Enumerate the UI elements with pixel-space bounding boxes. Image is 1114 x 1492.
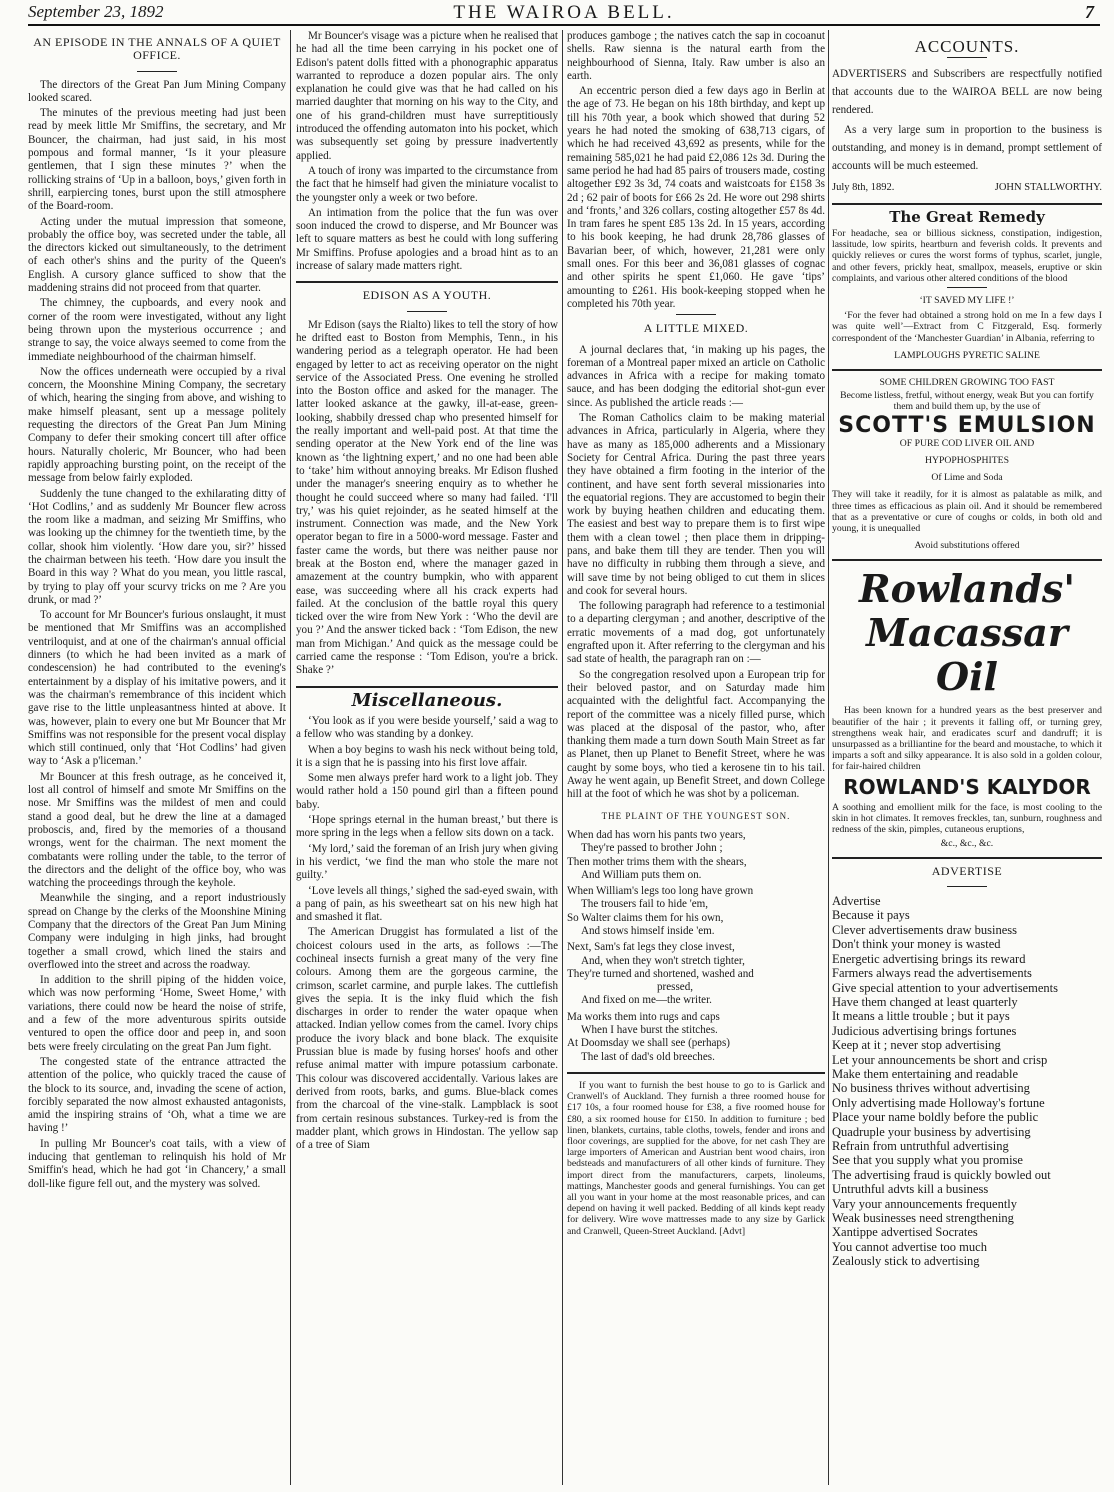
saved-text: ‘For the fever had obtained a strong hold on me In a few days I was quite well’—Extract from C Fitzgerald, Esq. formerly correspondent of the ‘Manchester Guardian’ in Albania, referring to	[832, 310, 1102, 344]
article-heading-mixed: A LITTLE MIXED.	[643, 321, 749, 336]
scott-text2: They will take it readily, for it is almost as palatable as milk, and three times as efficacious as plain oil. And it should be remembered that as a preventative or cure of coughs or colds, in both old and young, it is unequalled	[832, 489, 1102, 535]
newspaper-title: THE WAIROA BELL.	[453, 2, 675, 23]
paragraph: ‘My lord,’ said the foreman of an Irish jury when giving in his verdict, ‘we find the man who stole the mare not guilty.’	[296, 842, 558, 882]
divider	[832, 559, 1102, 561]
scott-heading: SCOTT'S EMULSION	[838, 412, 1096, 438]
poem-line: The last of dad's old breeches.	[581, 1050, 715, 1063]
accounts-notice: ADVERTISERS and Subscribers are respectfully notified that accounts due to the WAIROA BELL are now being rendered.	[832, 68, 1102, 117]
article-heading-episode: AN EPISODE IN THE ANNALS OF A QUIET OFFICE.	[33, 35, 281, 63]
paragraph: The American Druggist has formulated a list of the choicest colours used in the arts, as follows :—The cochineal insects furnish a great many of the very fine colours. Among them are the gorgeous carmine, the crimson, scarlet carmine, and purple lakes. The cuttlefish gives the sepia. It is the inky fluid which the fish discharges in order to render the water opaque when attacked. Indian yellow comes from the camel. Ivory chips produce the ivory black and bone black. The exquisite Prussian blue is made by fusing horses' hoofs and other refuse animal matter with impure potassium carbonate. This colour was discovered accidentally. Various lakes are derived from roots, barks, and gums. Blue-black comes from the charcoal of the vine-stalk. Lampblack is soot from certain resinous substances. Turkey-red is from the madder plant, which grows in Hindostan. The yellow sap of a tree of Siam	[296, 926, 558, 1152]
scott-sub: OF PURE COD LIVER OIL AND	[899, 437, 1035, 449]
furniture-advert: If you want to furnish the best house to go to is Garlick and Cranwell's of Auckland. They furnish a three roomed house for £17 10s, a four roomed house for £38, a five roomed house for £80, a six roomed house for £150. In addition to furniture ; bed linen, blankets, curtains, table cloths, towels, fender and irons and floor coverings, are supplied for the above, for net cash They are large importers of American and Austrian bent wood chairs, iron bedsteads and manufacturers of all other kinds of furniture. They import direct from the manufacturers, carpets, linoleums, mattings, Manchester goods and general furnishings. You can get all you want in your home at the most reasonable prices, and can depend on having it well packed. Bedding of all kinds kept ready for delivery. Wire wove mattresses made to any size by Garlick and Cranwell, Queen-Street Auckland. [Advt]	[567, 1079, 825, 1237]
advertise-line: Keep at it ; never stop advertising	[832, 1038, 1001, 1053]
divider	[832, 857, 1102, 859]
divider	[567, 1072, 825, 1074]
rowlands-heading: Rowlands'	[859, 566, 1075, 612]
issue-date: September 23, 1892	[28, 2, 164, 21]
paragraph: The congested state of the entrance attracted the attention of the police, who quickly traced the cause of the block to its source, and, invading the scene of action, forcibly separated the now almost exhausted antagonists, amid the inspiring strains of ‘Oh, what a time we are having !’	[28, 1055, 286, 1135]
advertise-line: Judicious advertising brings fortunes	[832, 1023, 1017, 1038]
lamplough-name: LAMPLOUGHS PYRETIC SALINE	[894, 349, 1040, 361]
column-rule	[290, 30, 291, 1485]
poem-line: The trousers fail to hide 'em,	[581, 898, 709, 911]
advertise-line: Untruthful advts kill a business	[832, 1182, 989, 1197]
paragraph: ‘Love levels all things,’ sighed the sad-eyed swain, with a pang of pain, as his sweetheart sat on his new high hat and smashed it flat.	[296, 884, 558, 924]
paragraph: Suddenly the tune changed to the exhilarating ditty of ‘Hot Codlins,’ and as suddenly Mr Bouncer flew across the room like a madman, and seizing Mr Smiffins, who was looking up the chimney for the twentieth time, by the collar, shook him violently. ‘How dare you, sir?’ hissed the chairman between his teeth. ‘How dare you insult the Board in this way ? What do you mean, you little rascal, by trying to play off your scurvy tricks on me ? Are you drunk, or mad ?’	[28, 487, 286, 606]
paragraph: The chimney, the cupboards, and every nook and corner of the room were investigated, without any light being thrown upon the mysterious occurrence ; and strange to say, the voice always seemed to come from the immediate neighbourhood of the chairman himself.	[28, 297, 286, 363]
paragraph: The directors of the Great Pan Jum Mining Company looked scared.	[28, 78, 286, 104]
paragraph: An intimation from the police that the fun was over soon induced the crowd to disperse, and Mr Bouncer was left to square matters as best he could with long suffering Mr Smiffins. Profuse apologies and a broad hint as to an increase of salary made matters right.	[296, 206, 558, 273]
advertise-heading: ADVERTISE	[931, 863, 1003, 878]
advertise-line: Weak businesses need strengthening	[832, 1211, 1014, 1226]
paragraph: produces gamboge ; the natives catch the sap in cocoanut shells. Raw sienna is the natural earth from the neighbourhood of Sienna, Italy. Raw umber is also an earth.	[567, 30, 825, 82]
paragraph: In addition to the shrill piping of the hidden voice, which was now performing ‘Home, Sweet Home,’ with variations, there could now be heard the noise of strife, and a few of the more adventurous spirits outside ventured to open the office door and peep in, and soon bets were freely circulating on the great Pan Jum fight.	[28, 974, 286, 1053]
poem-line: They're turned and shortened, washed and	[567, 967, 754, 980]
poem-line: And William puts them on.	[581, 868, 702, 881]
advertise-line: Give special attention to your advertisements	[832, 980, 1058, 995]
article-heading-edison: EDISON AS A YOUTH.	[362, 288, 492, 303]
divider	[947, 57, 987, 58]
advertise-line: Only advertising made Holloway's fortune	[832, 1095, 1045, 1110]
page-number: 7	[1085, 2, 1094, 22]
column-rule	[562, 30, 563, 1485]
paragraph: So the congregation resolved upon a European trip for their beloved pastor, and on Saturday made him acquainted with the delightful fact. Accompanying the report of the committee was a nicely filled purse, which was placed at the disposal of the pastor, who, after thanking them made a turn down South Main Street as far as Planet, then up Planet to Benefit Street, where he was caught by some boys, who tied a kerosene tin to his tail. Away he went again, up Benefit Street, and down College hill at the foot of which he was shot by a policeman.	[567, 668, 825, 801]
poem-line: They're passed to brother John ;	[581, 842, 723, 855]
advertise-line: Have them changed at least quarterly	[832, 994, 1018, 1009]
poem-line: When dad has worn his pants two years,	[567, 828, 746, 841]
column-3	[567, 30, 825, 1485]
poem-line: Ma works them into rugs and caps	[567, 1010, 720, 1023]
divider	[832, 203, 1102, 205]
kalydor-heading: ROWLAND'S KALYDOR	[843, 774, 1091, 799]
poem-line: When William's legs too long have grown	[567, 885, 754, 898]
advertise-line: It means a little trouble ; but it pays	[832, 1009, 1010, 1024]
advertise-line: No business thrives without advertising	[832, 1081, 1030, 1096]
divider	[832, 369, 1102, 371]
poem-line: Next, Sam's fat legs they close invest,	[567, 941, 735, 954]
scott-text: Become listless, fretful, without energy, weak But you can fortify them and build them up, by the use of	[840, 390, 1094, 413]
remedy-heading: The Great Remedy	[889, 207, 1045, 226]
advertise-line: Clever advertisements draw business	[832, 922, 1018, 937]
advertise-list	[832, 894, 1102, 1269]
paragraph: Some men always prefer hard work to a light job. They would rather hold a 150 pound girl than a fifteen pound baby.	[296, 772, 558, 811]
paragraph: ‘Hope springs eternal in the human breast,’ but there is more spring in the legs when a fellow sits down on a tack.	[296, 814, 558, 840]
rowlands-text: Has been known for a hundred years as the best preserver and beautifier of the hair ; it prevents it falling off, or turning grey, strengthens weak hair, and eradicates scurf and dandruff; it is unsurpassed as a brilliantine for the beard and moustache, to which it imparts a soft and silky appearance. It is also sold in a golden colour, for fair-haired children	[832, 705, 1102, 773]
paragraph: Now the offices underneath were occupied by a rival concern, the Moonshine Mining Company, the secretary of which, hearing the singing from above, and wishing to make himself pleasant, sent up a message politely requesting the directors of the Great Pan Jum Mining Company to defer their smoking concert till after office hours. Naturally choleric, Mr Bouncer, who had been rapidly approaching bursting point, on the receipt of the message from below fairly exploded.	[28, 365, 286, 485]
advertise-line: You cannot advertise too much	[832, 1239, 987, 1254]
divider	[947, 886, 987, 887]
poem-line: And, when they won't stretch tighter,	[581, 954, 745, 967]
masthead	[28, 2, 1100, 26]
kalydor-etc: &c., &c., &c.	[940, 837, 994, 849]
advertise-line: Advertise	[832, 894, 881, 909]
poem-line: At Doomsday we shall see (perhaps)	[567, 1037, 730, 1050]
accounts-notice: As a very large sum in proportion to the business is outstanding, and money is in demand, prompt settlement of accounts will be much esteemed.	[832, 124, 1102, 173]
paragraph: When a boy begins to wash his neck without being told, it is a sign that he is passing into his first love affair.	[296, 743, 558, 769]
advertise-line: Quadruple your business by advertising	[832, 1124, 1031, 1139]
advertise-line: See that you supply what you promise	[832, 1153, 1023, 1168]
scott-sub3: Of Lime and Soda	[931, 472, 1003, 484]
column-1	[28, 30, 286, 1485]
column-rule	[828, 30, 829, 1485]
paragraph: A journal declares that, ‘in making up his pages, the foreman of a Montreal paper mixed an article on Catholic advances in Africa with a recipe for making tomato sauce, and has been dodging the editorial shot-gun ever since. As published the article reads :—	[567, 343, 825, 409]
accounts-signatory: JOHN STALLWORTHY.	[994, 182, 1102, 194]
remedy-text: For headache, sea or billious sickness, constipation, indigestion, lassitude, low spirits, heartburn and feverish colds. It prevents and quickly relieves or cures the worst forms of typhus, scarlet, jungle, and other fevers, prickly heat, smallpox, measels, eruptive or skin complaints, and various other altered conditions of the blood	[832, 227, 1102, 284]
accounts-signature	[832, 181, 1102, 194]
advertise-line: Because it pays	[832, 908, 910, 923]
poem-heading: THE PLAINT OF THE YOUNGEST SON.	[601, 810, 791, 821]
poem-line: So Walter claims them for his own,	[567, 911, 724, 924]
divider	[407, 311, 447, 312]
paragraph: Mr Bouncer's visage was a picture when he realised that he had all the time been carrying in his pocket one of Edison's patent dolls fitted with a phonographic apparatus warranted to reproduce a dozen popular airs. The only explanation he could give was that he had called on his married daughter that morning on his way to the City, and one of his grand-children must have surreptitiously introduced the offending automaton into his pocket, which was subsequently set going by pressure inadvertently applied.	[296, 30, 558, 162]
advertise-line: Make them entertaining and readable	[832, 1066, 1019, 1081]
accounts-heading: ACCOUNTS.	[914, 37, 1020, 56]
section-heading-miscellaneous: Miscellaneous.	[351, 689, 503, 711]
divider	[947, 287, 987, 288]
advertise-line: Energetic advertising brings its reward	[832, 951, 1026, 966]
poem-line: And fixed on me—the writer.	[581, 994, 712, 1007]
paragraph: Acting under the mutual impression that someone, probably the office boy, was secreted under the table, all the directors kicked out simultaneously, to the detriment of each other's shins and the purity of the Queen's English. A cursory glance sufficed to show that the maddening strains did not proceed from that quarter.	[28, 215, 286, 295]
scott-avoid: Avoid substitutions offered	[914, 540, 1020, 552]
macassar-heading: Macassar Oil	[866, 610, 1068, 700]
paragraph: To account for Mr Bouncer's furious onslaught, it must be mentioned that Mr Smiffins was an accomplished ventriloquist, and at one of the chairman's annual official dinners (to which he had been invited as a mark of condescension) he had contributed to the evening's entertainment by a display of his imitative powers, and it was the chairman's remembrance of this incident which gave rise to the little unpleasantness hinted at above. It was, however, plain to every one but Mr Bouncer that Mr Smiffins was not responsible for the present vocal display which still continued, only that ‘Hot Codlins’ had given way to ‘Ask a p'liceman.’	[28, 609, 286, 768]
column-4	[832, 30, 1102, 1485]
advertise-line: Place your name boldly before the public	[832, 1110, 1039, 1125]
scott-sub2: HYPOPHOSPHITES	[925, 455, 1009, 467]
divider	[137, 71, 177, 72]
poem-line: Then mother trims them with the shears,	[567, 855, 747, 868]
poem-line: pressed,	[657, 981, 694, 994]
advertise-line: Xantippe advertised Socrates	[832, 1225, 978, 1240]
paragraph: Mr Bouncer at this fresh outrage, as he conceived it, lost all control of himself and smote Mr Smiffins on the nose. Mr Smiffins was the mildest of men and could stand a good deal, but he drew the line at a damaged proboscis, and, fired by the memories of a thousand wrongs, went for the chairman. The next moment the combatants were rolling under the table, to the terror of the directors and the delight of the office boy, who was watching the proceedings through the keyhole.	[28, 770, 286, 890]
poem-line: When I have burst the stitches.	[581, 1024, 718, 1037]
paragraph: An eccentric person died a few days ago in Berlin at the age of 73. He began on his 18th birthday, and kept up till his 70th year, a book which showed that during 52 years he had noted the smoking of 638,713 cigars, of which he had received 43,692 as presents, while for the remaining 585,021 he had paid £2,086 12s 3d. During the same period he had had 85 pairs of trousers made, costing altogether £92 3s 3d, 74 coats and waistcoats for £158 3s 2d ; 62 pair of boots for £66 2s 2d. He wore out 298 shirts and ‘fronts,’ and 326 collars, costing altogether £57 8s 4d. In tram fares he spent £85 13s 2d. In 15 years, according to his book keeping, he had drunk 28,786 glasses of Bavarian beer, of which, however, 21,281 were only small ones. For this beer and 36,081 glasses of cognac and other spirits he spent £1,060. He gave ‘tips’ amounting to £261. His book-keeping stopped when he completed his 70th year.	[567, 85, 825, 310]
paragraph: ‘You look as if you were beside yourself,’ said a wag to a fellow who was standing by a donkey.	[296, 714, 558, 741]
advertise-line: Let your announcements be short and crisp	[832, 1052, 1048, 1067]
divider	[676, 314, 716, 315]
divider	[296, 281, 558, 283]
advertise-line: Farmers always read the advertisements	[832, 966, 1032, 981]
accounts-date: July 8th, 1892.	[832, 182, 895, 194]
paragraph: Meanwhile the singing, and a report industriously spread on Change by the clerks of the Moonshine Mining Company that the directors of the Great Pan Jum Mining Company were indulging in high jinks, had brought together a small crowd, which lined the stairs and overflowed into the street and across the roadway.	[28, 892, 286, 971]
paragraph: Mr Edison (says the Rialto) likes to tell the story of how he drifted east to Boston from Memphis, Tenn., in his wandering period as a telegraph operator. He had been engaged by letter to act as receiving operator on the night service of the Associated Press. One evening he strolled into the Boston office and asked for the manager. The latter looked askance at the gawky, ill-at-ease, green-looking, shabbily dressed chap who presented himself for the really important and well-paid post. At that time the sending operator at the New York end of the line was known as ‘the lightning expert,’ and no one had been able to ‘take’ him without annoying breaks. Mr Edison flushed under the manager's sneering enquiry as to whether he thought he could succeed where so many had failed. ‘I'll try,’ was his quiet rejoinder, as he seated himself at the instrument. Connection was made, and the New York operator began to fire in a 5000-word message. Faster and faster came the words, but there was neither pause nor break at the Boston end, where the manager gazed in amazement at the country bumpkin, who with apparent ease, was succeeding where all his crack experts had failed. At the conclusion of the battle royal this query ticked over the wire from New York : ‘Who the devil are you ?’ And the answer ticked back : ‘Tom Edison, the new man from Michigan.’ And quick as the message could be carried came the response : ‘Tom Edison, you're a brick. Shake ?’	[296, 318, 558, 677]
poem-line: And stows himself inside 'em.	[581, 925, 715, 937]
column-2	[296, 30, 558, 1485]
kalydor-text: A soothing and emollient milk for the face, is most cooling to the skin in hot climates. It removes freckles, tan, sunburn, roughness and redness of the skin, pimples, cutaneous eruptions,	[832, 801, 1102, 836]
advertise-line: Zealously stick to advertising	[832, 1254, 980, 1269]
advertise-line: The advertising fraud is quickly bowled out	[832, 1167, 1051, 1182]
paragraph: The minutes of the previous meeting had just been read by meek little Mr Smiffins, the secretary, and Mr Bouncer, the chairman, had just said, in his most pompous and formal manner, ‘Is it your pleasure gentlemen, that I sign these minutes ?’ when the rollicking strains of ‘Up in a balloon, boys,’ given forth in shrill, earpiercing tones, burst upon the still atmosphere of the Board-room.	[28, 107, 286, 213]
advertise-line: Vary your announcements frequently	[832, 1196, 1018, 1211]
paragraph: The following paragraph had reference to a testimonial to a departing clergyman ; and another, descriptive of the erratic movements of a mad dog, got unfortunately engrafted upon it. After referring to the clergyman and his sad state of health, the paragraph ran on :—	[567, 600, 825, 666]
poem	[567, 829, 825, 1064]
saved-heading: ‘IT SAVED MY LIFE !’	[919, 294, 1015, 306]
paragraph: The Roman Catholics claim to be making material advances in Africa, particularly in Algeria, where they have as many as 185,000 adherents and a Missionary Society for Central Africa. During the past three years they have obtained a firm footing in the interior of the continent, and have sent forth several missionaries into the equatorial regions. They are accustomed to begin their work by buying heathen children and educating them. The easiest and best way to prepare them is to first wipe them with a clean towel ; then place them in dripping-pans, and bake them till they are tender. Then you will have no difficulty in rubbing them through a sieve, and will save time by not being obliged to cut them in slices and cook for several hours.	[567, 412, 825, 597]
divider	[296, 686, 558, 688]
paragraph: In pulling Mr Bouncer's coat tails, with a view of inducing that gentleman to relinquish his hold of Mr Smiffin's head, which he had got ‘in Chancery,’ a small doll-like figure fell out, and the mystery was solved.	[28, 1137, 286, 1190]
advertise-line: Don't think your money is wasted	[832, 937, 1001, 952]
advertise-line: Refrain from untruthful advertising	[832, 1138, 1009, 1153]
paragraph: A touch of irony was imparted to the circumstance from the fact that he himself had given the miniature vocalist to the youngster only a week or two before.	[296, 164, 558, 204]
scott-intro: SOME CHILDREN GROWING TOO FAST	[879, 376, 1055, 388]
